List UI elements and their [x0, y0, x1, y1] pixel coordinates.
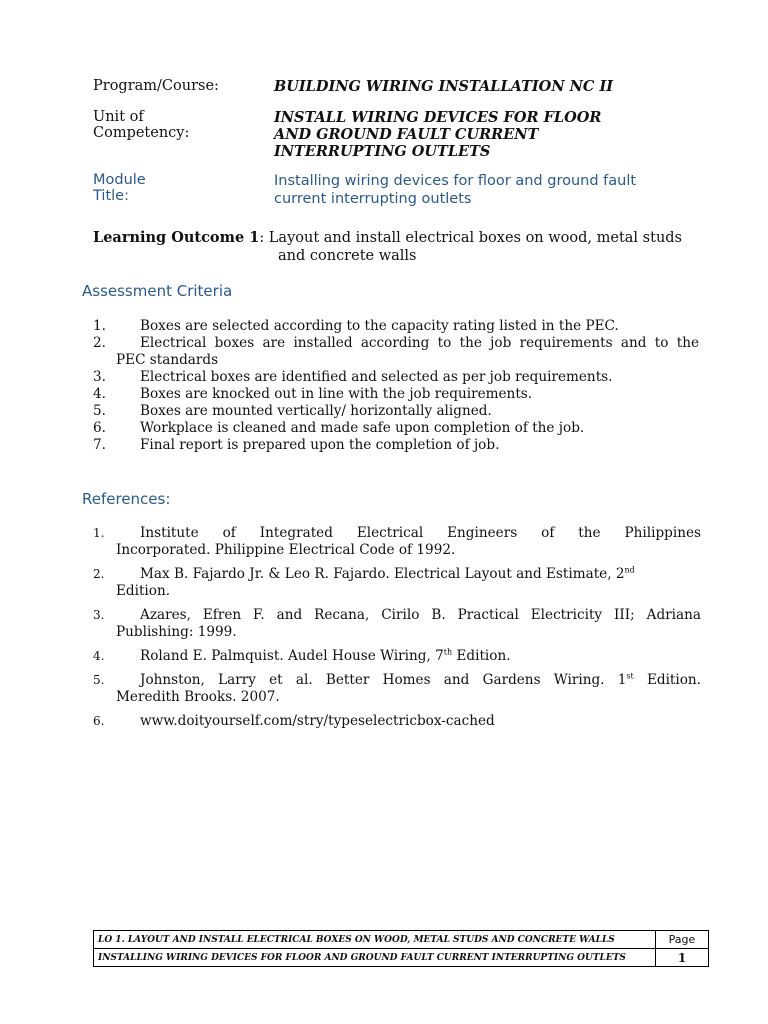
assessment-list [93, 318, 699, 454]
list-item-number: 5. [93, 403, 106, 419]
program-value: BUILDING WIRING INSTALLATION NC II [274, 78, 614, 95]
reference-text-part: Roland E. Palmquist. Audel House Wiring, 7 [140, 648, 444, 664]
footer-module-title: INSTALLING WIRING DEVICES FOR FLOOR AND GROUND FAULT CURRENT INTERRUPTING OUTLETS [94, 949, 656, 967]
reference-number: 5. [93, 673, 105, 687]
assessment-heading: Assessment Criteria [82, 282, 233, 300]
list-item-number: 1. [93, 318, 106, 334]
reference-text [93, 672, 701, 689]
list-item [93, 335, 699, 369]
list-item-text: Boxes are knocked out in line with the job requirements. [140, 386, 533, 402]
learning-outcome-label: Learning Outcome 1 [93, 229, 260, 246]
reference-text-part: Johnston, Larry et al. Better Homes and Gardens Wiring. 1 [140, 672, 627, 688]
unit-label: Unit of Competency: [93, 109, 190, 141]
footer-lo-title: LO 1. LAYOUT AND INSTALL ELECTRICAL BOXES ON WOOD, METAL STUDS AND CONCRETE WALLS [94, 931, 656, 949]
program-label: Program/Course: [93, 78, 219, 94]
reference-text [93, 566, 701, 583]
reference-continuation: Meredith Brooks. 2007. [116, 689, 280, 705]
learning-outcome-text-line1: : Layout and install electrical boxes on wood, metal studs [259, 230, 683, 246]
learning-outcome [93, 229, 703, 265]
list-item-text: Electrical boxes are identified and selected as per job requirements. [140, 369, 613, 385]
reference-superscript: th [443, 647, 453, 657]
list-item-text: Final report is prepared upon the completion of job. [140, 437, 500, 453]
learning-outcome-text-line2: and concrete walls [278, 248, 417, 264]
reference-item [93, 672, 701, 706]
list-item-number: 6. [93, 420, 106, 436]
reference-number: 1. [93, 526, 105, 540]
list-item-text: Boxes are selected according to the capacity rating listed in the PEC. [140, 318, 619, 334]
list-item-text: Electrical boxes are installed according to the job requirements and to the [140, 335, 699, 351]
list-item-number: 4. [93, 386, 106, 402]
reference-number: 6. [93, 714, 105, 728]
reference-text [93, 648, 701, 665]
module-value: Installing wiring devices for floor and ground fault current interrupting outlets [274, 173, 637, 207]
module-label: Module Title: [93, 172, 146, 204]
list-item-text: Boxes are mounted vertically/ horizontally aligned. [140, 403, 492, 419]
references-heading: References: [82, 490, 171, 508]
list-item [93, 369, 699, 386]
reference-number: 3. [93, 608, 105, 622]
list-item-number: 7. [93, 437, 106, 453]
list-item [93, 420, 699, 437]
list-item [93, 437, 699, 454]
list-item [93, 318, 699, 335]
list-item-text: Workplace is cleaned and made safe upon completion of the job. [140, 420, 585, 436]
reference-text-part: Edition. [633, 672, 701, 688]
reference-item [93, 607, 701, 641]
reference-continuation: Publishing: 1999. [116, 624, 237, 640]
reference-continuation: Incorporated. Philippine Electrical Code of 1992. [116, 542, 456, 558]
page-footer [93, 930, 709, 967]
reference-text-part: Edition. [452, 648, 511, 664]
list-item-number: 3. [93, 369, 106, 385]
footer-page-label: Page [656, 931, 709, 949]
reference-number: 2. [93, 567, 105, 581]
unit-value: INSTALL WIRING DEVICES FOR FLOOR AND GROUND FAULT CURRENT INTERRUPTING OUTLETS [274, 109, 602, 160]
reference-text-part: Max B. Fajardo Jr. & Leo R. Fajardo. Electrical Layout and Estimate, 2 [140, 566, 625, 582]
list-item [93, 403, 699, 420]
list-item-number: 2. [93, 335, 106, 351]
reference-number: 4. [93, 649, 105, 663]
references-list [93, 525, 701, 737]
reference-text: www.doityourself.com/stry/typeselectricbox-cached [140, 713, 495, 729]
reference-superscript: st [626, 671, 634, 681]
reference-item [93, 648, 701, 665]
list-item-continuation: PEC standards [116, 352, 219, 368]
list-item [93, 386, 699, 403]
footer-page-number: 1 [656, 949, 709, 967]
reference-item [93, 525, 701, 559]
reference-text: Azares, Efren F. and Recana, Cirilo B. Practical Electricity III; Adriana [140, 607, 701, 623]
reference-item [93, 566, 701, 600]
reference-superscript: nd [624, 565, 635, 575]
reference-continuation: Edition. [116, 583, 171, 599]
reference-item [93, 713, 701, 730]
reference-text: Institute of Integrated Electrical Engineers of the Philippines [140, 525, 701, 541]
